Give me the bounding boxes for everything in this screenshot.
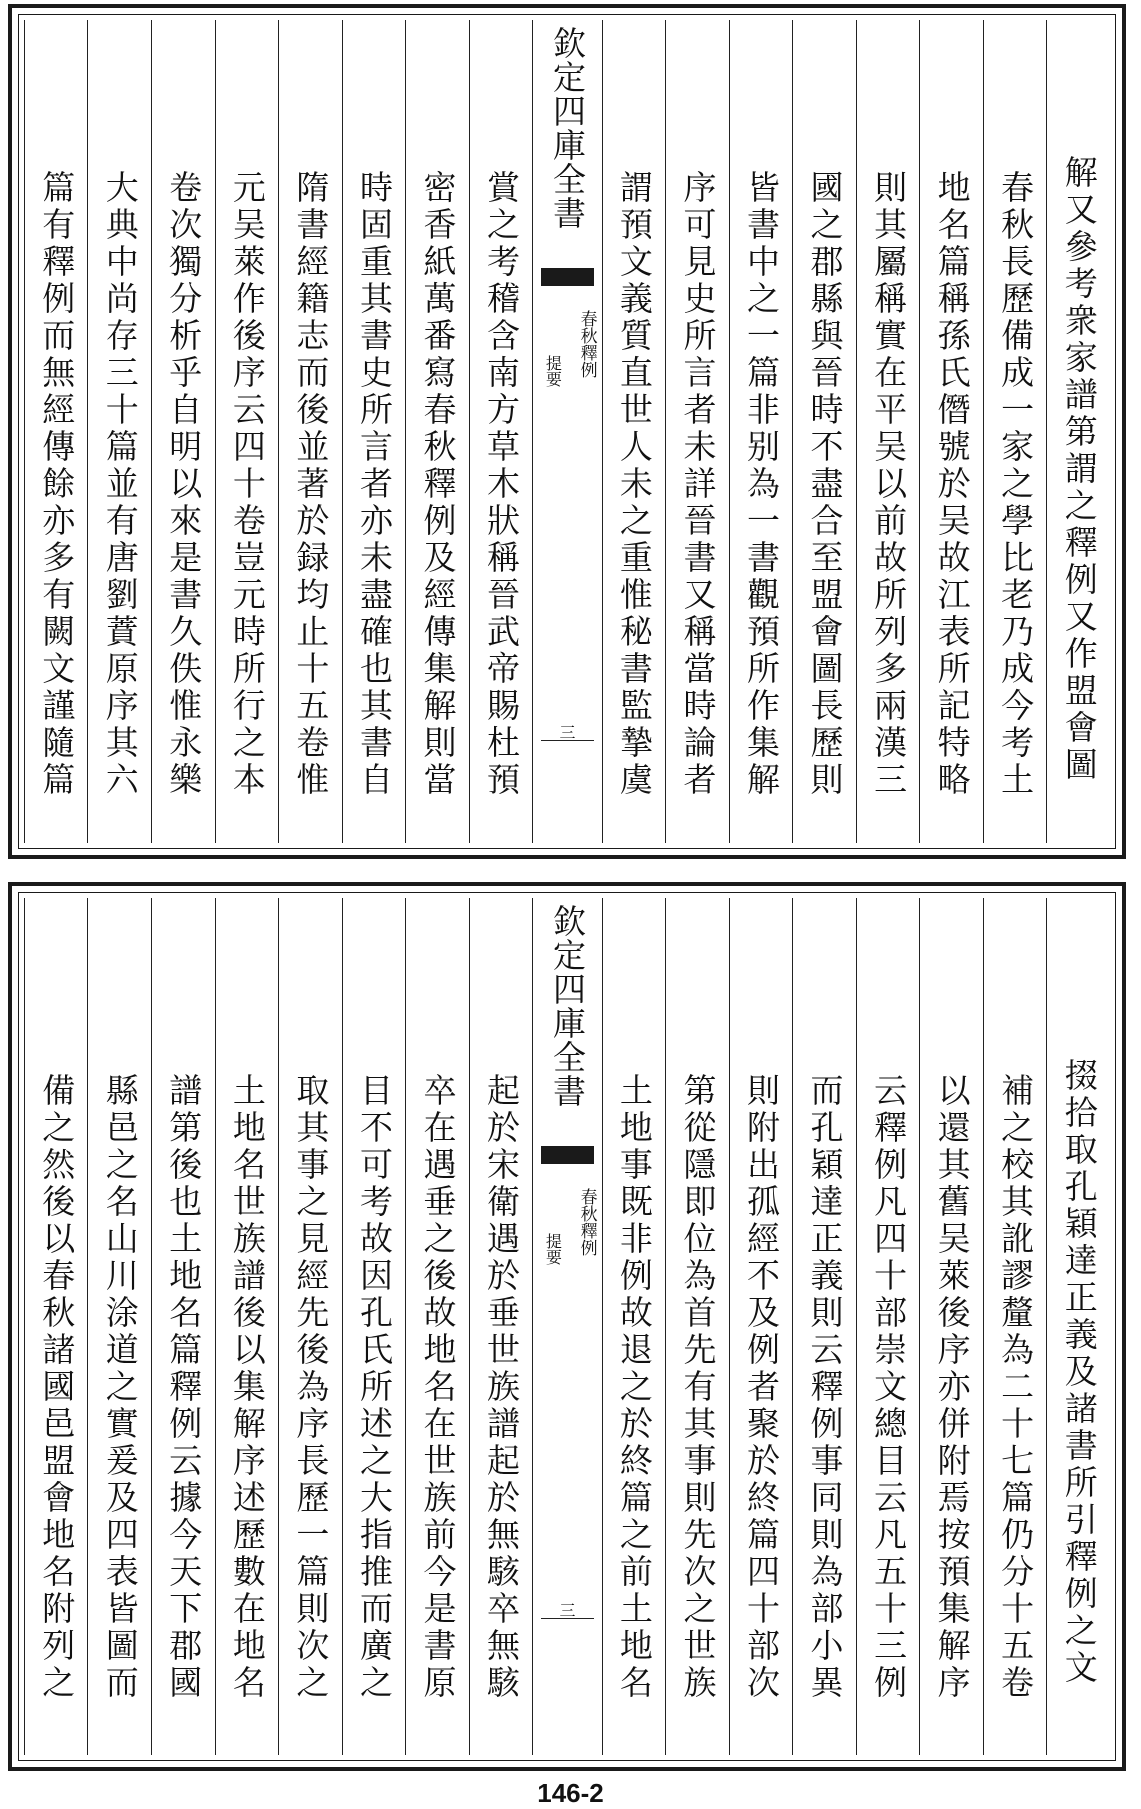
text-column: [278, 20, 342, 843]
column-text: 土地事既非例故退之於終篇之前土地名: [614, 1073, 654, 1702]
text-column: [405, 898, 469, 1755]
column-text: 地名篇稱孫氏僭號於吴故江表所記特略: [932, 170, 972, 799]
text-column: [919, 898, 983, 1755]
column-text: 卒在遇垂之後故地名在世族前今是書原: [418, 1073, 458, 1702]
column-text: 序可見史所言者未詳晉書又稱當時論者: [678, 170, 718, 799]
column-text: 以還其舊吴萊後序亦併附焉按預集解序: [932, 1073, 972, 1702]
column-text: 卷次獨分析乎自明以來是書久佚惟永樂: [164, 170, 204, 799]
column-text: 則附出孤經不及例者聚於終篇四十部次: [741, 1073, 781, 1702]
text-column: [342, 20, 406, 843]
column-text: 土地名世族譜後以集解序述歷數在地名: [227, 1073, 267, 1702]
text-column: [665, 20, 729, 843]
leaf-number: 三: [559, 1601, 576, 1620]
column-text: 起於宋衛遇於垂世族譜起於無駭卒無駭: [482, 1073, 522, 1702]
tiyao-label: 提要: [543, 355, 563, 387]
column-text: 第從隱即位為首先有其事則先次之世族: [678, 1073, 718, 1702]
column-text: 掇拾取孔穎達正義及諸書所引釋例之文: [1059, 1058, 1099, 1687]
text-column: [87, 898, 151, 1755]
column-text: 時固重其書史所言者亦未盡確也其書自: [354, 170, 394, 799]
book-title: 欽定四庫全書: [547, 904, 587, 1108]
column-text: 篇有釋例而無經傳餘亦多有闕文謹隨篇: [37, 170, 77, 799]
text-column: [602, 20, 666, 843]
page-panel-top: [8, 4, 1126, 859]
page-panel-bottom: [8, 882, 1126, 1771]
column-text: 縣邑之名山川涂道之實爰及四表皆圖而: [100, 1073, 140, 1702]
text-column: [856, 20, 920, 843]
text-column: [24, 20, 88, 843]
text-column: [1046, 898, 1110, 1755]
column-text: 補之校其訛謬釐為二十七篇仍分十五卷: [996, 1073, 1036, 1702]
column-text: 賞之考稽含南方草木狀稱晉武帝賜杜預: [482, 170, 522, 799]
column-text: 元吴萊作後序云四十卷豈元時所行之本: [227, 170, 267, 799]
leaf-number: 三: [559, 723, 576, 742]
column-text: 大典中尚存三十篇並有唐劉蕡原序其六: [100, 170, 140, 799]
column-text: 皆書中之一篇非别為一書觀預所作集解: [741, 170, 781, 799]
text-column: [151, 898, 215, 1755]
column-text: 備之然後以春秋諸國邑盟會地名附列之: [37, 1073, 77, 1702]
text-column: [1046, 20, 1110, 843]
text-column: [151, 20, 215, 843]
column-text: 而孔穎達正義則云釋例事同則為部小異: [805, 1073, 845, 1702]
text-column: [729, 898, 793, 1755]
section-title: 春秋釋例: [576, 310, 597, 378]
column-text: 解又參考衆家譜第謂之釋例又作盟會圖: [1059, 155, 1099, 784]
text-column: [729, 20, 793, 843]
text-column: [665, 898, 729, 1755]
book-title: 欽定四庫全書: [547, 26, 587, 230]
column-text: 目不可考故因孔氏所述之大指推而廣之: [354, 1073, 394, 1702]
text-column: [983, 20, 1047, 843]
text-column: [469, 898, 533, 1755]
column-text: 密香紙萬番寫春秋釋例及經傳集解則當: [418, 170, 458, 799]
column-text: 謂預文義質直世人未之重惟秘書監摯虞: [614, 170, 654, 799]
section-title: 春秋釋例: [576, 1188, 597, 1256]
text-column: [24, 898, 88, 1755]
column-text: 則其屬稱實在平吴以前故所列多兩漢三: [869, 170, 909, 799]
text-column: [602, 898, 666, 1755]
column-text: 云釋例凡四十部崇文總目云凡五十三例: [869, 1073, 909, 1702]
text-column: [792, 20, 856, 843]
fish-tail-mark: [541, 268, 593, 286]
text-column: [983, 898, 1047, 1755]
tiyao-label: 提要: [543, 1233, 563, 1265]
text-column: [405, 20, 469, 843]
text-column: [87, 20, 151, 843]
column-text: 譜第後也土地名篇釋例云據今天下郡國: [164, 1073, 204, 1702]
text-column: [856, 898, 920, 1755]
text-column: [215, 20, 279, 843]
column-text: 國之郡縣與晉時不盡合至盟會圖長歷則: [805, 170, 845, 799]
text-column: [278, 898, 342, 1755]
column-text: 春秋長歷備成一家之學比老乃成今考土: [996, 170, 1036, 799]
column-text: 取其事之見經先後為序長歷一篇則次之: [291, 1073, 331, 1702]
page-number: 146-2: [537, 1778, 604, 1808]
fish-tail-mark: [541, 1146, 593, 1164]
text-column: [342, 898, 406, 1755]
center-margin: [532, 898, 601, 1755]
text-columns: [24, 20, 1110, 843]
text-columns: [24, 898, 1110, 1755]
text-column: [469, 20, 533, 843]
text-column: [215, 898, 279, 1755]
center-margin: [532, 20, 601, 843]
text-column: [919, 20, 983, 843]
text-column: [792, 898, 856, 1755]
column-text: 隋書經籍志而後並著於録均止十五卷惟: [291, 170, 331, 799]
